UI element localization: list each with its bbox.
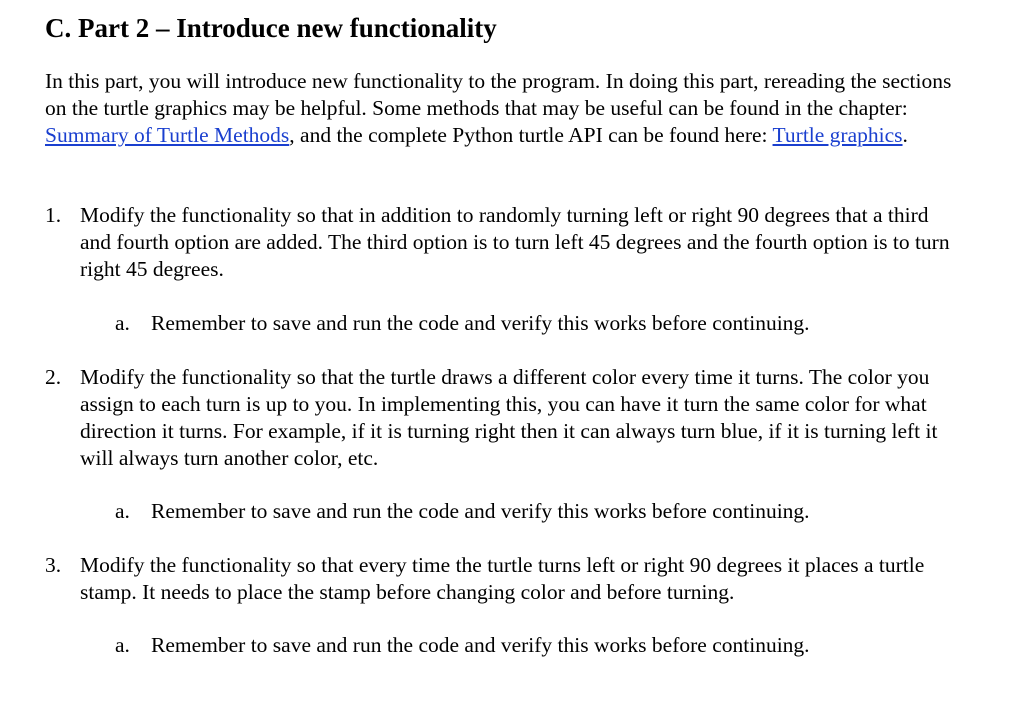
list-item-number: 1. bbox=[45, 203, 62, 227]
list-item-2 bbox=[45, 364, 960, 472]
sub-item-letter: a. bbox=[115, 311, 130, 335]
summary-of-turtle-methods-link[interactable]: Summary of Turtle Methods bbox=[45, 123, 290, 147]
section-title: C. Part 2 – Introduce new functionality bbox=[45, 13, 497, 43]
list-item-text: Modify the functionality so that every time the turtle turns left or right 90 degrees it places a turtle stamp. It needs to place the stamp before changing color and before turning. bbox=[80, 553, 925, 604]
list-item-1 bbox=[45, 202, 960, 283]
list-item-text: Modify the functionality so that the turtle draws a different color every time it turns. The color you assign to each turn is up to you. In implementing this, you can have it turn the same color for what direction it turns. For example, if it is turning right then it can always turn blue, if it is turning left it will always turn another color, etc. bbox=[80, 365, 938, 470]
list-item-number: 2. bbox=[45, 365, 62, 389]
sub-item-letter: a. bbox=[115, 633, 130, 657]
sub-item-2a bbox=[115, 498, 960, 525]
intro-text-middle: , and the complete Python turtle API can be found here: bbox=[289, 123, 773, 147]
list-item-3 bbox=[45, 552, 960, 606]
sub-item-text: Remember to save and run the code and verify this works before continuing. bbox=[151, 499, 810, 523]
sub-item-3a bbox=[115, 632, 960, 659]
turtle-graphics-link[interactable]: Turtle graphics bbox=[772, 123, 903, 147]
document-page bbox=[45, 12, 965, 657]
sub-item-text: Remember to save and run the code and verify this works before continuing. bbox=[151, 311, 810, 335]
list-item-number: 3. bbox=[45, 553, 62, 577]
list-item-text: Modify the functionality so that in addition to randomly turning left or right 90 degrees that a third and fourth option are added. The third option is to turn left 45 degrees and the fourth option is to turn right 45 degrees. bbox=[80, 203, 950, 281]
sub-item-text: Remember to save and run the code and verify this works before continuing. bbox=[151, 633, 810, 657]
intro-paragraph bbox=[45, 68, 960, 149]
intro-text-start: In this part, you will introduce new functionality to the program. In doing this part, rereading the sections on the turtle graphics may be helpful. Some methods that may be useful can be found in the chapter: bbox=[45, 69, 952, 120]
intro-text-end: . bbox=[902, 123, 908, 147]
sub-item-letter: a. bbox=[115, 499, 130, 523]
sub-item-1a bbox=[115, 310, 960, 337]
